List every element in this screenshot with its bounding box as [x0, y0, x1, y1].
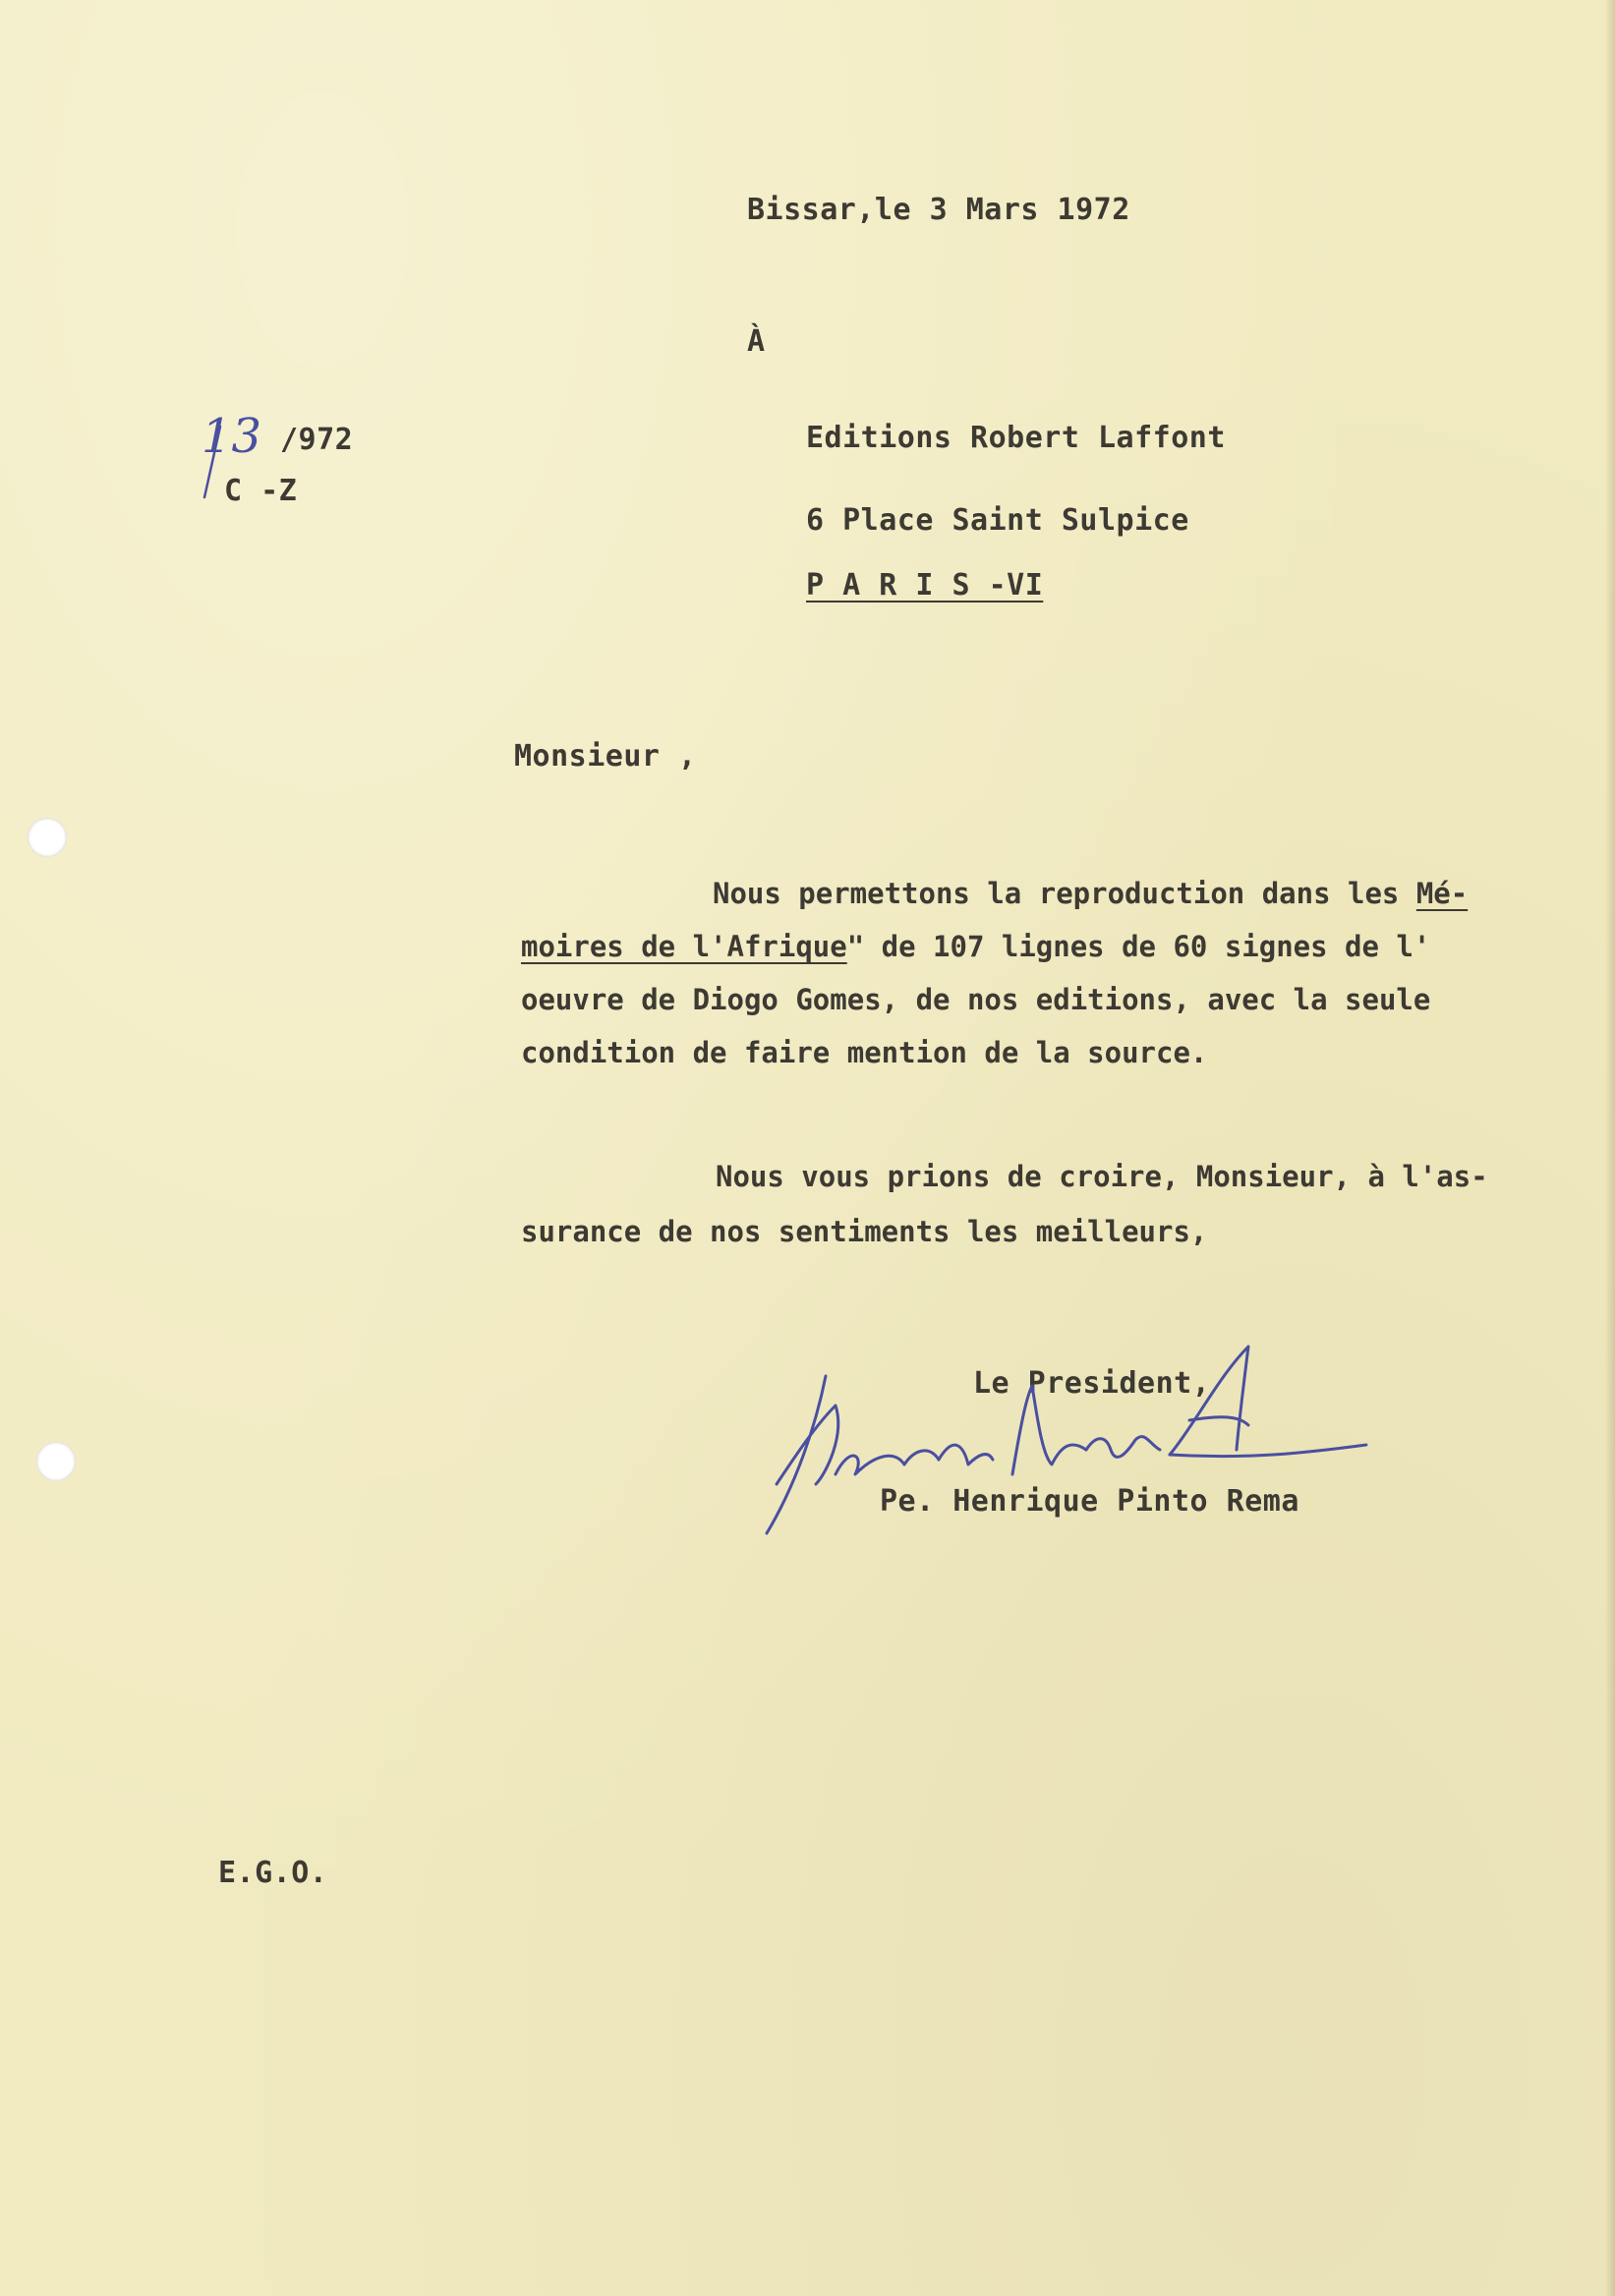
salutation: Monsieur ,: [514, 739, 697, 774]
signer-name: Pe. Henrique Pinto Rema: [880, 1484, 1299, 1519]
punch-hole-top: [28, 818, 67, 857]
paragraph2-line1: Nous vous prions de croire, Monsieur, à l'as-: [716, 1160, 1488, 1193]
signer-title: Le President,: [973, 1366, 1211, 1401]
recipient-city: P A R I S -VI: [806, 568, 1044, 603]
paragraph1-line2-text: " de 107 lignes de 60 signes de l': [846, 930, 1431, 963]
reference-hand-stroke: [197, 423, 226, 501]
paragraph1-line3: oeuvre de Diogo Gomes, de nos editions, avec la seule: [521, 983, 1431, 1016]
reference-handwritten-number: 13: [202, 409, 262, 464]
paragraph1-line1-text: Nous permettons la reproduction dans les: [713, 877, 1416, 910]
paragraph1-title: moires de l'Afrique: [521, 930, 847, 963]
handwritten-signature: [757, 1337, 1386, 1553]
footer-initials: E.G.O.: [218, 1856, 328, 1890]
paragraph2-line2: surance de nos sentiments les meilleurs,: [521, 1215, 1208, 1248]
paragraph1-line1-title-start: Mé-: [1415, 877, 1469, 910]
paragraph1-line1: [713, 877, 1468, 910]
paper-edge-shadow: [1605, 0, 1615, 2296]
reference-initials: C -Z: [224, 474, 298, 508]
punch-hole-bottom: [36, 1442, 76, 1481]
date-line: Bissar,le 3 Mars 1972: [747, 193, 1130, 227]
reference-year: /972: [280, 423, 354, 457]
paragraph1-line4: condition de faire mention de la source.: [521, 1036, 1208, 1069]
paragraph1-line2: [521, 930, 1430, 963]
to-marker: À: [747, 324, 766, 359]
recipient-street: 6 Place Saint Sulpice: [806, 503, 1189, 538]
recipient-name: Editions Robert Laffont: [806, 421, 1226, 455]
